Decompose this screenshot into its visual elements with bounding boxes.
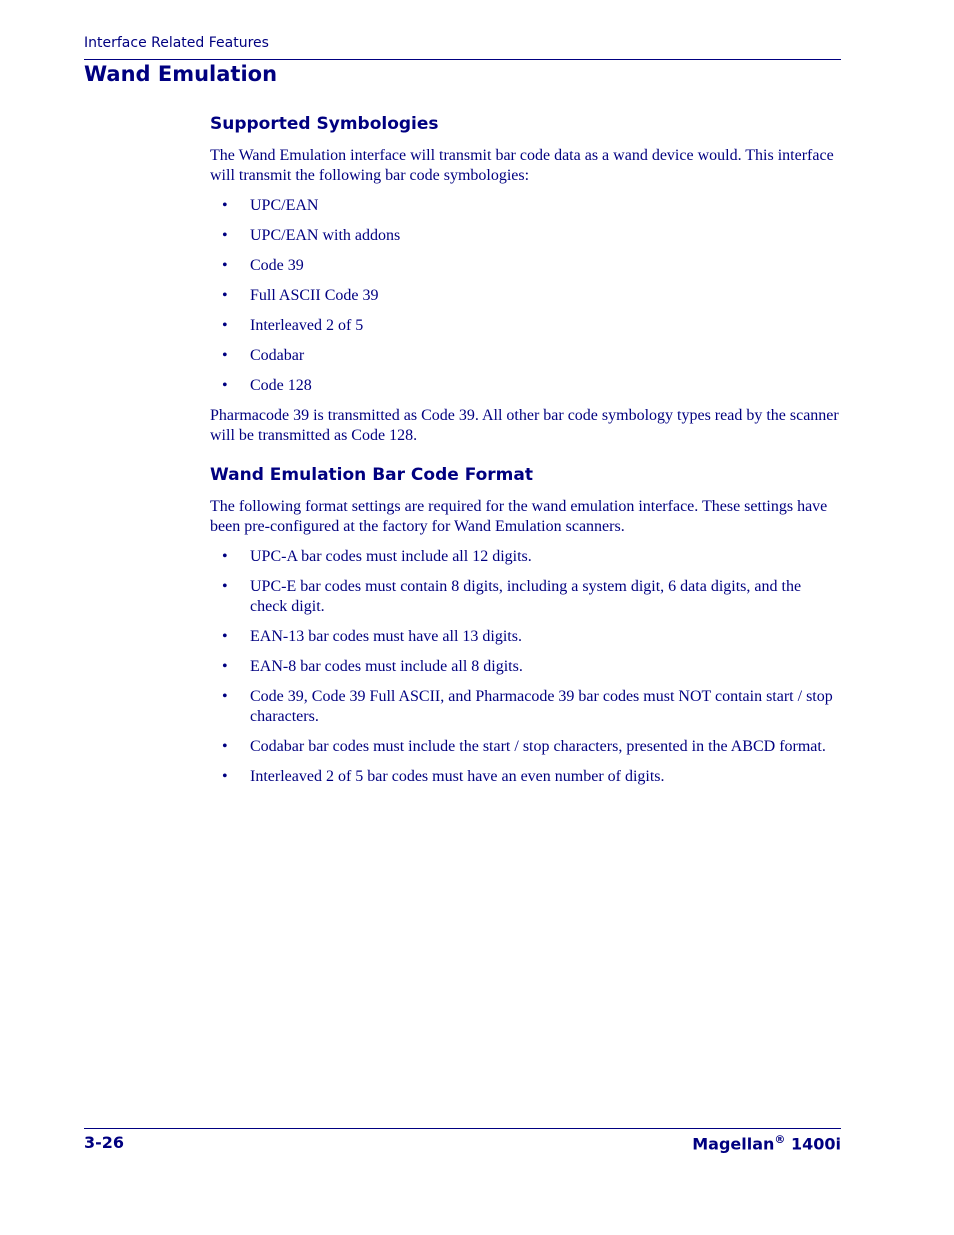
bullet-icon: • xyxy=(222,548,228,565)
bullet-icon: • xyxy=(222,578,228,595)
running-header: Interface Related Features xyxy=(84,35,269,51)
format-requirements-list xyxy=(210,547,841,787)
list-item: • UPC/EAN with addons xyxy=(222,227,401,244)
symbology-list xyxy=(210,196,841,396)
registered-mark: ® xyxy=(774,1133,786,1146)
chapter-title: Wand Emulation xyxy=(84,62,278,86)
bullet-icon: • xyxy=(222,768,228,785)
bullet-icon: • xyxy=(222,317,228,334)
list-item: • UPC-A bar codes must include all 12 digits. xyxy=(222,548,532,565)
bullet-icon: • xyxy=(222,738,228,755)
section-heading: Supported Symbologies xyxy=(210,114,439,134)
list-item: • EAN-8 bar codes must include all 8 digits. xyxy=(222,658,523,675)
section-heading: Wand Emulation Bar Code Format xyxy=(210,465,533,485)
list-item: • Code 128 xyxy=(222,377,312,394)
section-intro: The Wand Emulation interface will transmit bar code data as a wand device would. This interface will transmit the following bar code symbologies: xyxy=(210,147,834,184)
list-item: • Full ASCII Code 39 xyxy=(222,287,379,304)
product-brand: Magellan xyxy=(692,1134,775,1154)
footer-rule xyxy=(84,1128,841,1129)
page-number: 3-26 xyxy=(84,1133,125,1152)
bullet-icon: • xyxy=(222,197,228,214)
bullet-icon: • xyxy=(222,227,228,244)
list-item: • Interleaved 2 of 5 xyxy=(222,317,364,334)
bullet-icon: • xyxy=(222,347,228,364)
bullet-icon: • xyxy=(222,688,228,705)
header-rule xyxy=(84,59,841,60)
list-item: • Code 39, Code 39 Full ASCII, and Pharmacode 39 bar codes must NOT contain start / stop characters. xyxy=(222,688,833,725)
product-name xyxy=(692,1133,841,1153)
list-item: • Interleaved 2 of 5 bar codes must have an even number of digits. xyxy=(222,768,665,785)
list-item: • UPC/EAN xyxy=(222,197,319,214)
list-item: • EAN-13 bar codes must have all 13 digits. xyxy=(222,628,522,645)
section-supported-symbologies xyxy=(210,114,841,446)
bullet-icon: • xyxy=(222,658,228,675)
list-item: • Codabar xyxy=(222,347,305,364)
list-item: • Code 39 xyxy=(222,257,304,274)
list-item: • UPC-E bar codes must contain 8 digits, including a system digit, 6 data digits, and the check digit. xyxy=(222,578,802,615)
section-intro: The following format settings are required for the wand emulation interface. These settings have been pre-configured at the factory for Wand Emulation scanners. xyxy=(210,498,828,535)
bullet-icon: • xyxy=(222,377,228,394)
bullet-icon: • xyxy=(222,257,228,274)
section-note: Pharmacode 39 is transmitted as Code 39. All other bar code symbology types read by the scanner will be transmitted as Code 128. xyxy=(210,407,839,444)
bullet-icon: • xyxy=(222,287,228,304)
product-model: 1400i xyxy=(785,1134,841,1154)
bullet-icon: • xyxy=(222,628,228,645)
section-bar-code-format xyxy=(210,465,841,797)
list-item: • Codabar bar codes must include the start / stop characters, presented in the ABCD format. xyxy=(222,738,826,755)
